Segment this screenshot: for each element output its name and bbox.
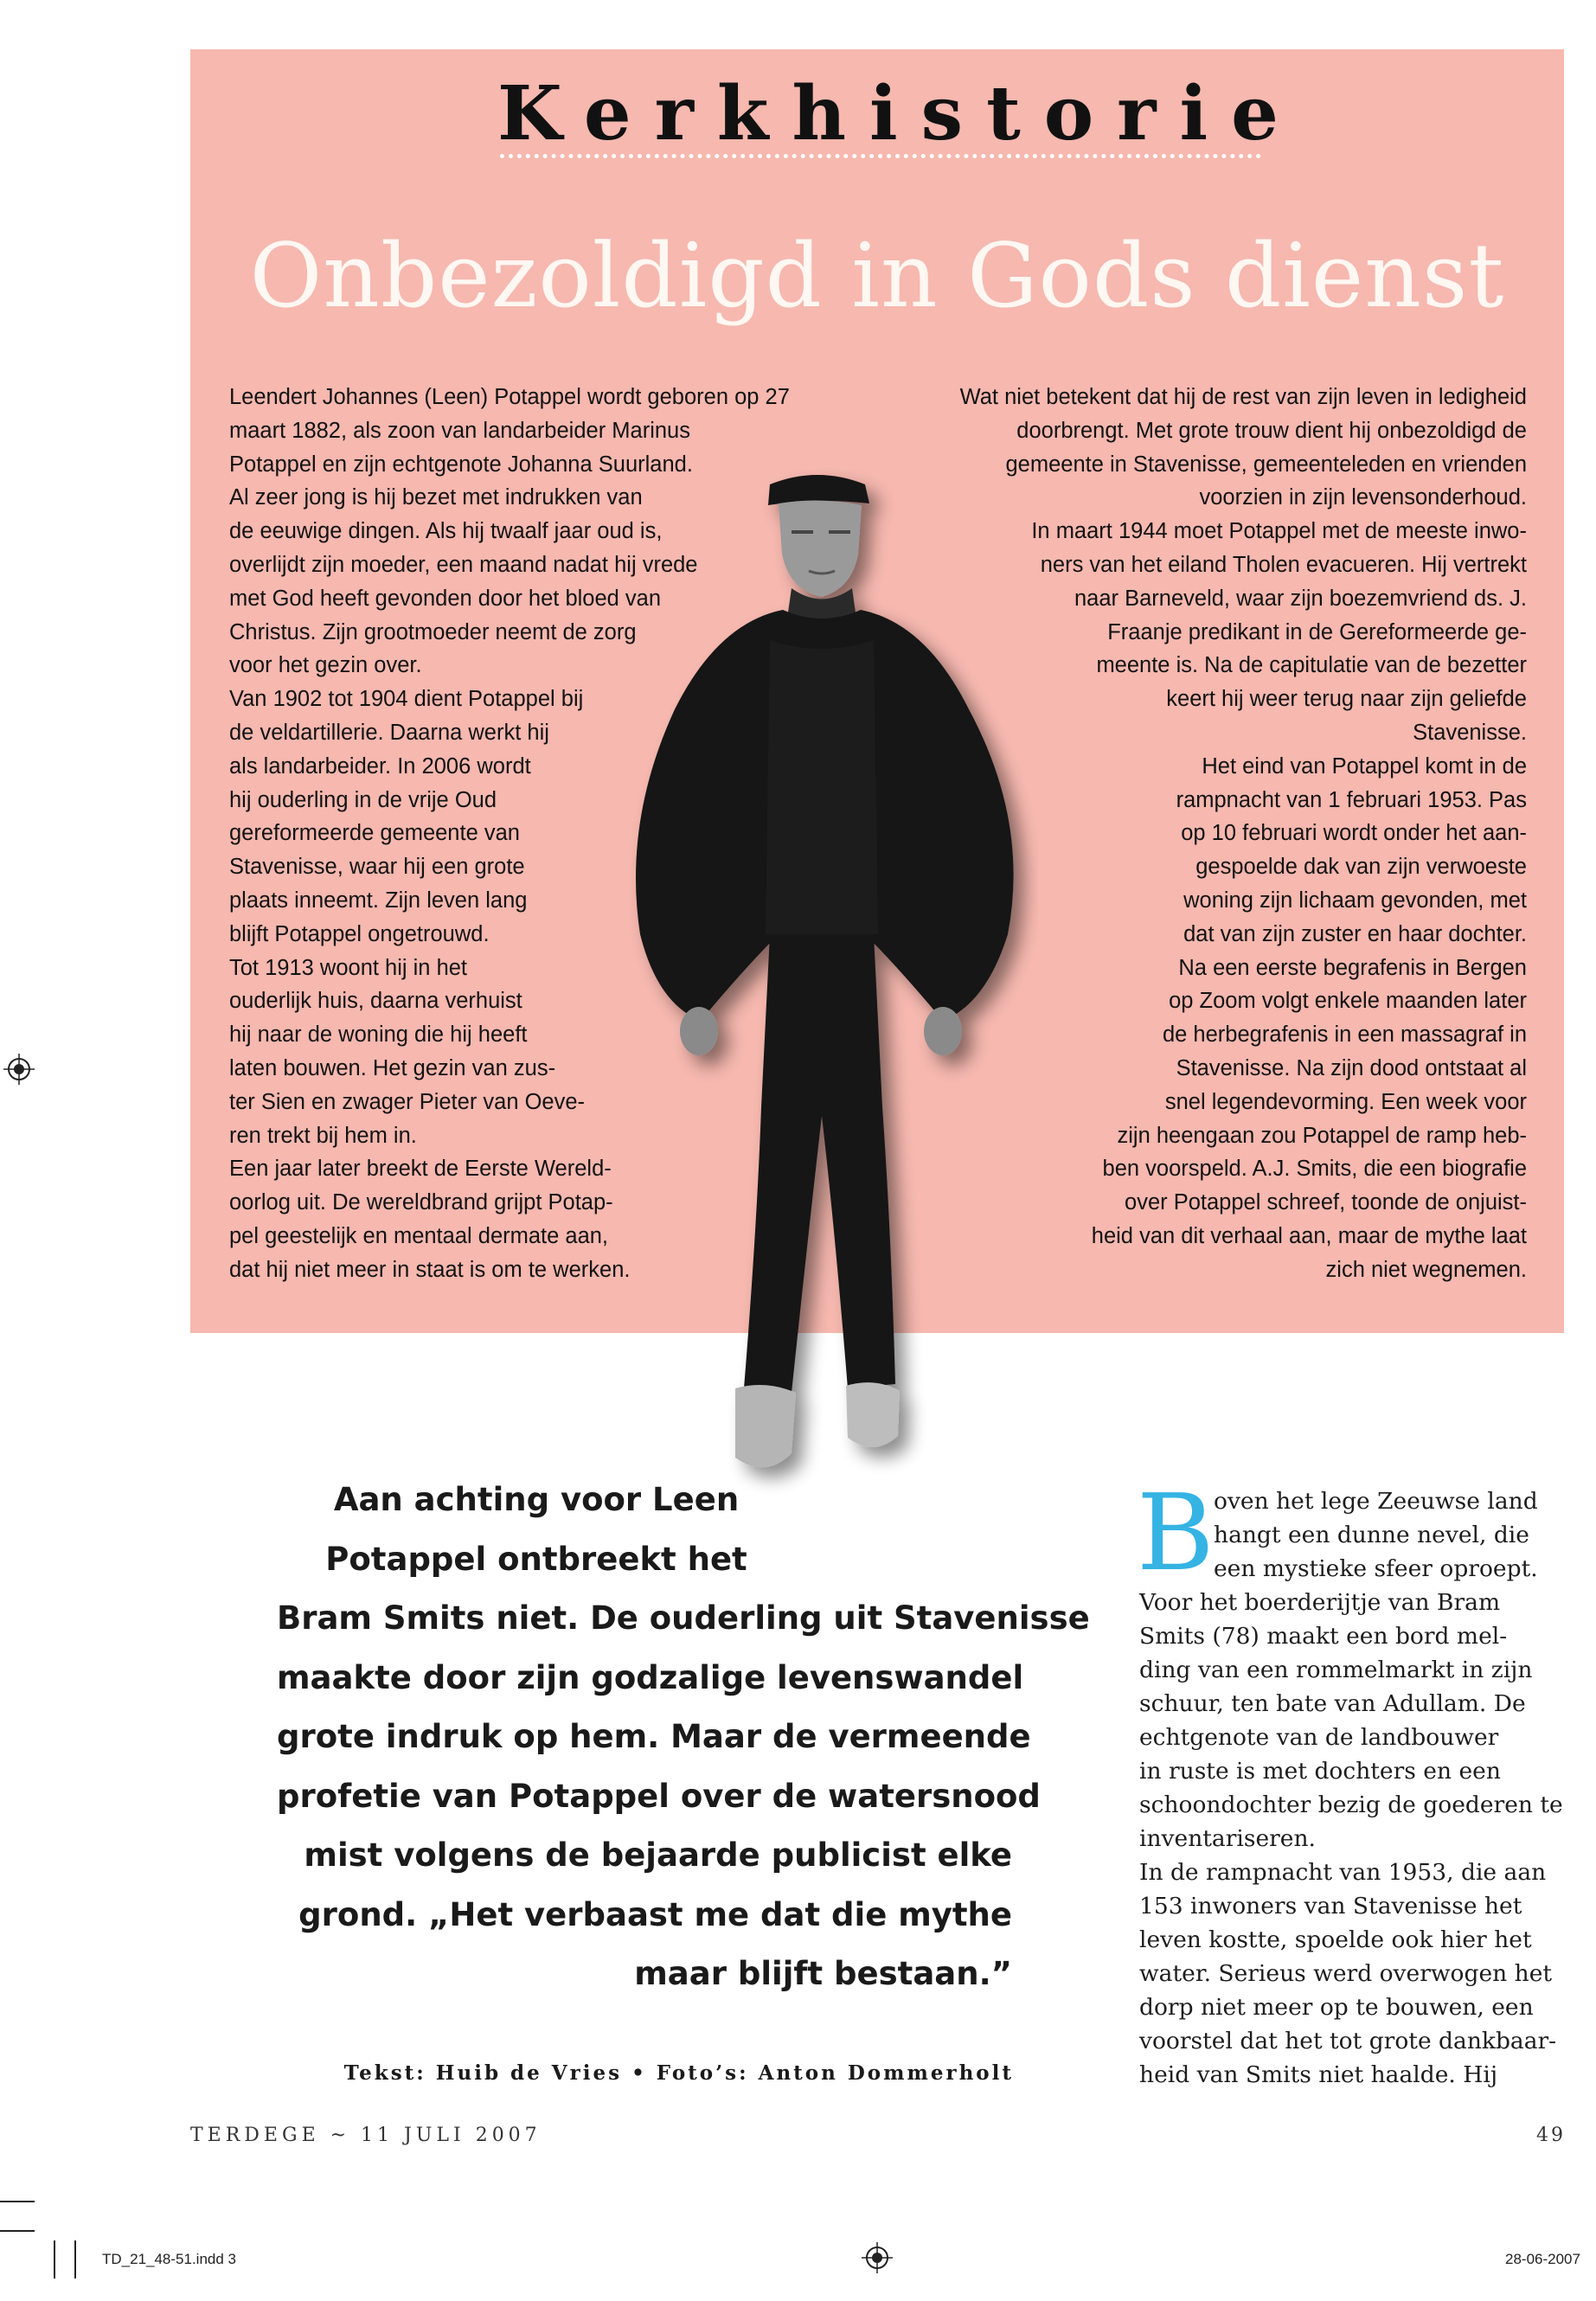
intro-line: als landarbeider. In 2006 wordt bbox=[229, 753, 531, 779]
intro-line: Stavenisse. Na zijn dood ontstaat al bbox=[1176, 1055, 1527, 1080]
intro-line: pel geestelijk en mentaal dermate aan, bbox=[229, 1223, 609, 1248]
body-line: echtgenote van de landbouwer bbox=[1139, 1724, 1499, 1751]
pull-quote-line: Aan achting voor Leen bbox=[333, 1481, 740, 1518]
intro-line: voor het gezin over. bbox=[229, 653, 422, 678]
intro-line: maart 1882, als zoon van landarbeider Marinus bbox=[229, 418, 690, 443]
intro-line: plaats inneemt. Zijn leven lang bbox=[229, 888, 528, 913]
body-line: hangt een dunne nevel, die bbox=[1214, 1522, 1529, 1548]
intro-line: ben voorspeld. A.J. Smits, die een biografie bbox=[1102, 1157, 1527, 1182]
crop-mark bbox=[0, 2230, 35, 2232]
intro-line: Christus. Zijn grootmoeder neemt de zorg bbox=[229, 619, 637, 644]
body-line: heid van Smits niet haalde. Hij bbox=[1139, 2061, 1498, 2088]
intro-line: gespoelde dak van zijn verwoeste bbox=[1195, 855, 1527, 880]
intro-line: Potappel en zijn echtgenote Johanna Suurland. bbox=[229, 452, 693, 477]
right-clog bbox=[846, 1382, 900, 1447]
body-line: water. Serieus werd overwogen het bbox=[1139, 1960, 1553, 1987]
intro-line: ter Sien en zwager Pieter van Oeve- bbox=[229, 1089, 586, 1114]
intro-line: doorbrengt. Met grote trouw dient hij onbezoldigd de bbox=[1016, 418, 1527, 443]
magazine-footer: TERDEGE ~ 11 JULI 2007 bbox=[190, 2125, 542, 2146]
intro-line: ners van het eiland Tholen evacueren. Hij vertrekt bbox=[1040, 552, 1527, 577]
intro-line: de herbegrafenis in een massagraf in bbox=[1162, 1022, 1527, 1048]
registration-mark-icon bbox=[862, 2242, 893, 2273]
body-line: voorstel dat het tot grote dankbaar- bbox=[1139, 2028, 1557, 2054]
crop-mark bbox=[54, 2240, 55, 2279]
trousers bbox=[744, 934, 895, 1393]
intro-line: snel legendevorming. Een week voor bbox=[1164, 1089, 1527, 1114]
portrait-photo bbox=[606, 450, 1038, 1540]
pull-quote-line: maakte door zijn godzalige levenswandel bbox=[277, 1658, 1024, 1696]
intro-line: zich niet wegnemen. bbox=[1325, 1257, 1527, 1282]
pull-quote-line: profetie van Potappel over de watersnood bbox=[277, 1777, 1041, 1815]
intro-line: laten bouwen. Het gezin van zus- bbox=[229, 1055, 556, 1080]
page-title: Onbezoldigd in Gods dienst bbox=[249, 225, 1505, 328]
intro-line: Al zeer jong is hij bezet met indrukken van bbox=[229, 485, 643, 510]
intro-line: oorlog uit. De wereldbrand grijpt Potap- bbox=[229, 1190, 613, 1215]
body-line: schuur, ten bate van Adullam. De bbox=[1139, 1690, 1526, 1717]
intro-line: Na een eerste begrafenis in Bergen bbox=[1178, 955, 1527, 980]
body-line: oven het lege Zeeuwse land bbox=[1214, 1488, 1538, 1515]
intro-line: voorzien in zijn levensonderhoud. bbox=[1199, 485, 1527, 510]
intro-line: dat van zijn zuster en haar dochter. bbox=[1183, 921, 1527, 946]
intro-line: Stavenisse. bbox=[1413, 720, 1527, 745]
slug-date: 28-06-2007 bbox=[1505, 2251, 1580, 2267]
pull-quote bbox=[277, 1471, 1090, 2004]
intro-line: Fraanje predikant in de Gereformeerde ge- bbox=[1107, 619, 1527, 644]
intro-line: blijft Potappel ongetrouwd. bbox=[229, 921, 490, 946]
body-line: ding van een rommelmarkt in zijn bbox=[1139, 1657, 1533, 1683]
intro-line: zijn heengaan zou Potappel de ramp heb- bbox=[1117, 1123, 1527, 1148]
intro-line: overlijdt zijn moeder, een maand nadat hij vrede bbox=[229, 552, 698, 577]
section-label: Kerkhistorie bbox=[497, 70, 1302, 157]
intro-line: meente is. Na de capitulatie van de bezetter bbox=[1096, 653, 1527, 678]
crop-mark bbox=[0, 2201, 35, 2202]
intro-line: woning zijn lichaam gevonden, met bbox=[1183, 888, 1527, 913]
body-line: dorp niet meer op te bouwen, een bbox=[1139, 1994, 1534, 2021]
intro-line: de veldartillerie. Daarna werkt hij bbox=[229, 720, 549, 745]
body-line: leven kostte, spoelde ook hier het bbox=[1139, 1926, 1532, 1953]
face bbox=[779, 500, 862, 597]
pull-quote-line: maar blijft bestaan.” bbox=[634, 1955, 1012, 1992]
intro-line: hij ouderling in de vrije Oud bbox=[229, 787, 497, 812]
intro-line: met God heeft gevonden door het bloed van bbox=[229, 586, 662, 611]
body-line: schoondochter bezig de goederen te bbox=[1139, 1791, 1563, 1818]
intro-line: Een jaar later breekt de Eerste Wereld- bbox=[229, 1157, 612, 1182]
pull-quote-line: Potappel ontbreekt het bbox=[325, 1540, 747, 1578]
pull-quote-line: grote indruk op hem. Maar de vermeende bbox=[277, 1718, 1031, 1755]
page-number: 49 bbox=[1536, 2125, 1566, 2146]
intro-line: ouderlijk huis, daarna verhuist bbox=[229, 989, 522, 1014]
crop-mark bbox=[74, 2240, 76, 2279]
intro-line: rampnacht van 1 februari 1953. Pas bbox=[1176, 787, 1527, 812]
body-line: inventariseren. bbox=[1139, 1825, 1316, 1852]
dotted-rule bbox=[500, 154, 1261, 158]
intro-line: op 10 februari wordt onder het aan- bbox=[1181, 821, 1527, 846]
body-line: in ruste is met dochters en een bbox=[1139, 1758, 1501, 1785]
body-column bbox=[1139, 1484, 1572, 2092]
intro-line: Leendert Johannes (Leen) Potappel wordt geboren op 27 bbox=[229, 385, 790, 409]
intro-line: Van 1902 tot 1904 dient Potappel bij bbox=[229, 687, 584, 712]
byline-credits: Tekst: Huib de Vries • Foto’s: Anton Dommerholt bbox=[343, 2061, 1014, 2085]
intro-line: naar Barneveld, waar zijn boezemvriend ds. J. bbox=[1074, 586, 1527, 611]
intro-line: keert hij weer terug naar zijn geliefde bbox=[1166, 687, 1527, 712]
intro-line: Tot 1913 woont hij in het bbox=[229, 955, 468, 980]
body-line: een mystieke sfeer oproept. bbox=[1214, 1555, 1538, 1582]
pull-quote-line: grond. „Het verbaast me dat die mythe bbox=[298, 1895, 1012, 1933]
intro-line: de eeuwige dingen. Als hij twaalf jaar oud is, bbox=[229, 519, 663, 544]
body-line: Smits (78) maakt een bord mel- bbox=[1139, 1623, 1508, 1650]
pull-quote-line: mist volgens de bejaarde publicist elke bbox=[304, 1836, 1012, 1874]
intro-line: dat hij niet meer in staat is om te werken. bbox=[229, 1257, 631, 1282]
slug-filename: TD_21_48-51.indd 3 bbox=[102, 2251, 237, 2267]
registration-mark-icon bbox=[3, 1054, 35, 1085]
intro-line: In maart 1944 moet Potappel met de meeste inwo- bbox=[1031, 519, 1527, 544]
intro-line: heid van dit verhaal aan, maar de mythe laat bbox=[1091, 1223, 1527, 1248]
intro-line: op Zoom volgt enkele maanden later bbox=[1169, 989, 1527, 1014]
intro-line: Stavenisse, waar hij een grote bbox=[229, 855, 525, 880]
pull-quote-line: Bram Smits niet. De ouderling uit Stavenisse bbox=[277, 1599, 1090, 1637]
intro-line: over Potappel schreef, toonde de onjuist- bbox=[1125, 1190, 1527, 1215]
intro-line: Wat niet betekent dat hij de rest van zijn leven in ledigheid bbox=[959, 385, 1527, 409]
intro-line: gemeente in Stavenisse, gemeenteleden en vrienden bbox=[1005, 452, 1527, 477]
intro-line: hij naar de woning die hij heeft bbox=[229, 1022, 528, 1048]
intro-line: gereformeerde gemeente van bbox=[229, 821, 520, 846]
left-clog bbox=[735, 1385, 796, 1467]
intro-line: Het eind van Potappel komt in de bbox=[1202, 753, 1527, 779]
drop-cap: B bbox=[1137, 1471, 1215, 1594]
body-line: 153 inwoners van Stavenisse het bbox=[1139, 1893, 1522, 1920]
body-line: Voor het boerderijtje van Bram bbox=[1139, 1589, 1501, 1616]
intro-line: ren trekt bij hem in. bbox=[229, 1123, 417, 1148]
body-line: In de rampnacht van 1953, die aan bbox=[1139, 1859, 1547, 1886]
